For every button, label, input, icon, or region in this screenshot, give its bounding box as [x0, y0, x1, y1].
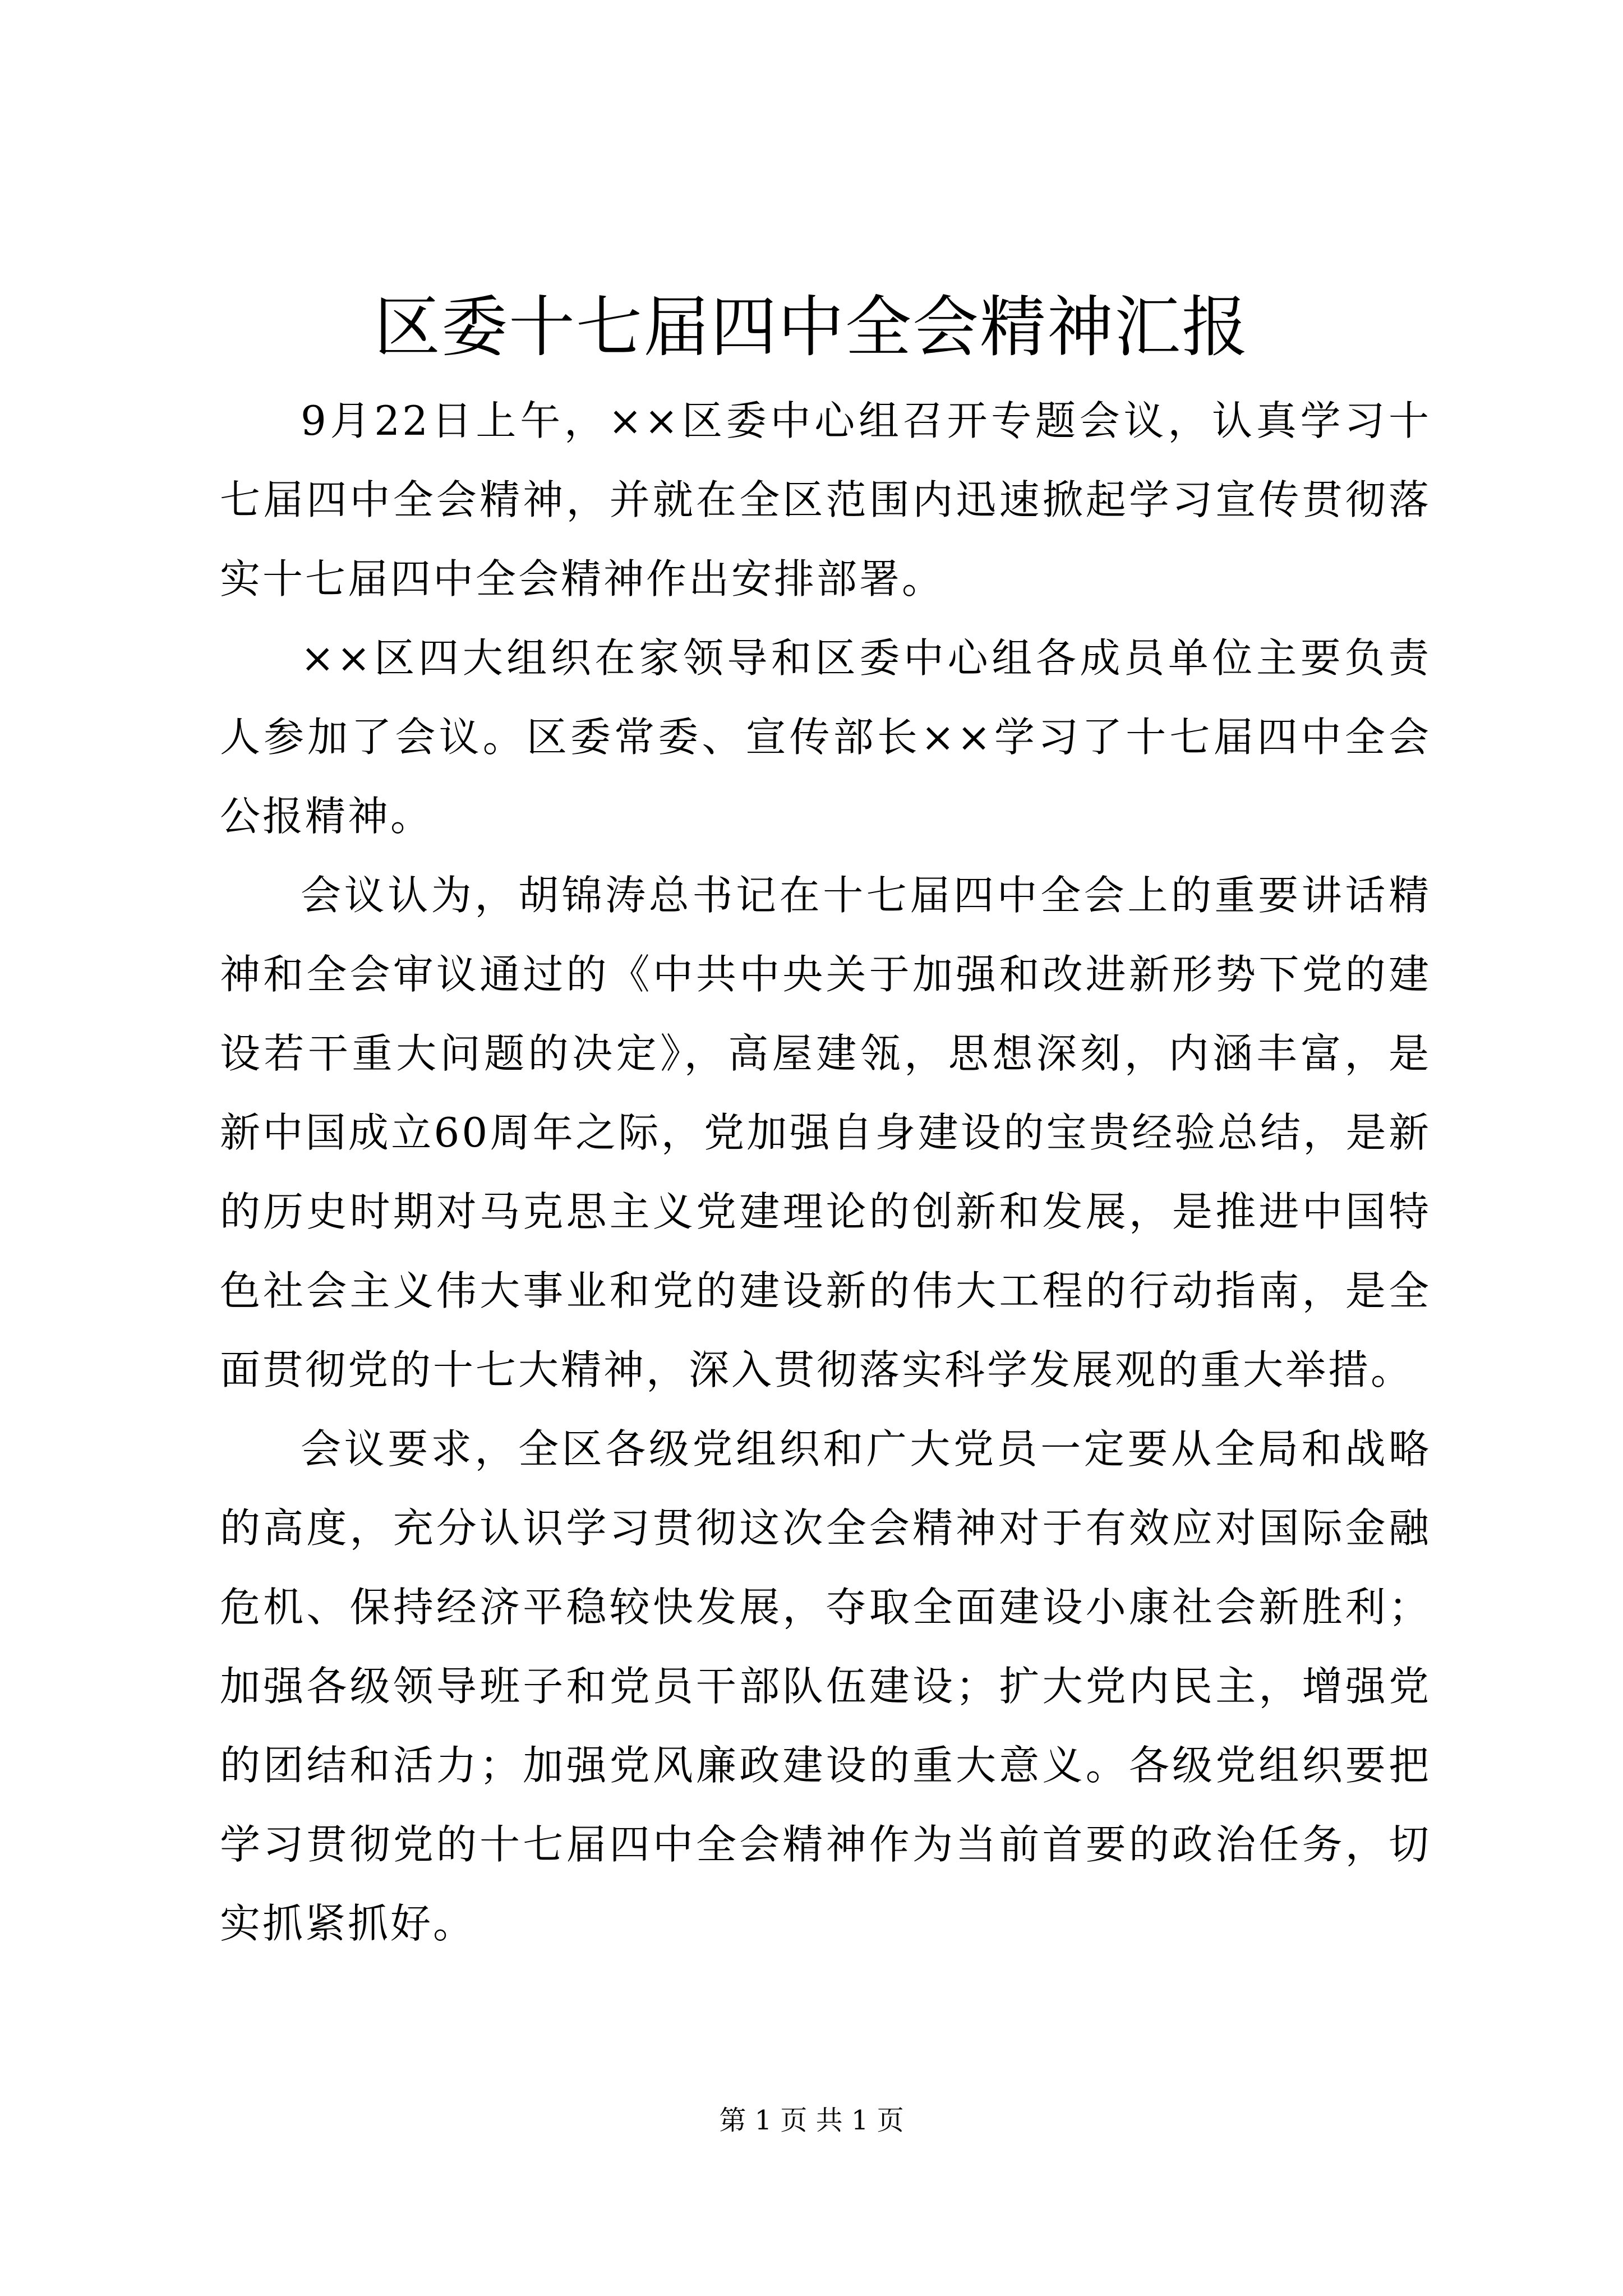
- page-number-footer: 第 1 页 共 1 页: [719, 2105, 904, 2136]
- paragraph-3: 会议认为，胡锦涛总书记在十七届四中全会上的重要讲话精神和全会审议通过的《中共中央关于加强和改进新形势下党的建设若干重大问题的决定》，高屋建瓴，思想深刻，内涵丰富，是新中国成立60周年之际，党加强自身建设的宝贵经验总结，是新的历史时期对马克思主义党建理论的创新和发展，是推进中国特色社会主义伟大事业和党的建设新的伟大工程的行动指南，是全面贯彻党的十七大精神，深入贯彻落实科学发展观的重大举措。: [220, 872, 1431, 1393]
- paragraph-2: ××区四大组织在家领导和区委中心组各成员单位主要负责人参加了会议。区委常委、宣传部长××学习了十七届四中全会公报精神。: [220, 634, 1431, 840]
- document-title: 区委十七届四中全会精神汇报: [374, 288, 1249, 366]
- document-body: [220, 381, 1431, 1963]
- paragraph-4: 会议要求，全区各级党组织和广大党员一定要从全局和战略的高度，充分认识学习贯彻这次全会精神对于有效应对国际金融危机、保持经济平稳较快发展，夺取全面建设小康社会新胜利；加强各级领导班子和党员干部队伍建设；扩大党内民主，增强党的团结和活力；加强党风廉政建设的重大意义。各级党组织要把学习贯彻党的十七届四中全会精神作为当前首要的政治任务，切实抓紧抓好。: [220, 1425, 1431, 1947]
- paragraph-1: 9月22日上午，××区委中心组召开专题会议，认真学习十七届四中全会精神，并就在全区范围内迅速掀起学习宣传贯彻落实十七届四中全会精神作出安排部署。: [220, 397, 1431, 602]
